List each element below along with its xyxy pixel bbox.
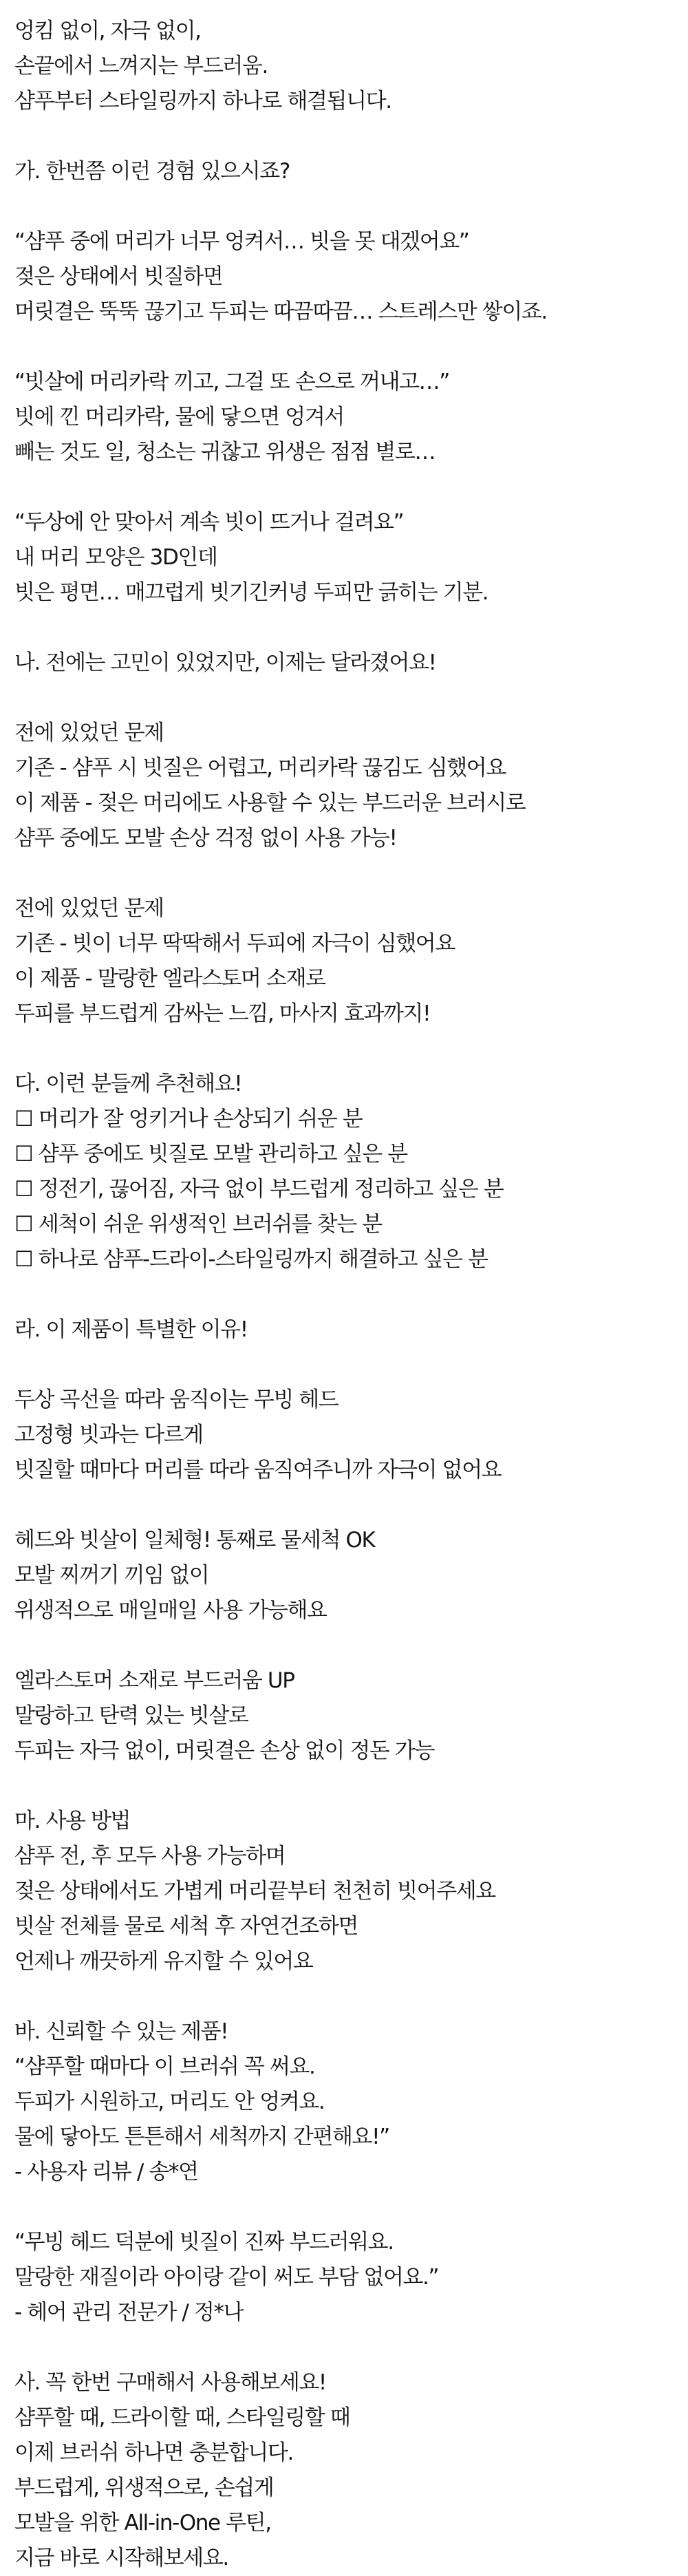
closing-line: 모발을 위한 All-in-One 루틴, — [14, 2511, 271, 2535]
intro-line: 엉킴 없이, 자극 없이, — [14, 19, 201, 43]
paragraph-spacer — [14, 1488, 688, 1523]
comparison-after: 이 제품 - 젖은 머리에도 사용할 수 있는 부드러운 브러시로 — [14, 791, 526, 816]
paragraph-spacer — [14, 610, 688, 646]
paragraph-spacer — [14, 1979, 688, 2014]
section-g-heading: 사. 꼭 한번 구매해서 사용해보세요! — [14, 2370, 326, 2395]
usage-line: 언제나 깨끗하게 유지할 수 있어요 — [14, 1949, 313, 1974]
comparison-before: 기존 - 샴푸 시 빗질은 어렵고, 머리카락 끊김도 심했어요 — [14, 756, 506, 780]
feature-line: 빗질할 때마다 머리를 따라 움직여주니까 자극이 없어요 — [14, 1458, 502, 1482]
paragraph-spacer — [14, 1348, 688, 1383]
comparison-after: 두피를 부드럽게 감싸는 느낌, 마사지 효과까지! — [14, 1001, 431, 1026]
closing-line: 부드럽게, 위생적으로, 손쉽게 — [14, 2476, 274, 2500]
paragraph-spacer — [14, 1769, 688, 1804]
section-b-heading: 나. 전에는 고민이 있었지만, 이제는 달라졌어요! — [14, 650, 436, 675]
paragraph-spacer — [14, 189, 688, 224]
feature-title: 엘라스토머 소재로 부드러움 UP — [14, 1668, 294, 1693]
review-author: - 헤어 관리 전문가 / 정*나 — [14, 2300, 244, 2325]
paragraph-spacer — [14, 1628, 688, 1663]
section-c-heading: 다. 이런 분들께 추천해요! — [14, 1072, 242, 1096]
section-e-heading: 마. 사용 방법 — [14, 1809, 131, 1833]
comparison-title: 전에 있었던 문제 — [14, 721, 164, 745]
experience-quote: “샴푸 중에 머리가 너무 엉켜서… 빗을 못 대겠어요” — [14, 229, 469, 254]
comparison-after: 샴푸 중에도 모발 손상 걱정 없이 사용 가능! — [14, 826, 397, 851]
closing-line: 지금 바로 시작해보세요. — [14, 2546, 228, 2570]
paragraph-spacer — [14, 330, 688, 365]
usage-line: 샴푸 전, 후 모두 사용 가능하며 — [14, 1844, 286, 1869]
usage-line: 빗살 전체를 물로 세척 후 자연건조하면 — [14, 1914, 358, 1939]
experience-line: 머릿결은 뚝뚝 끊기고 두피는 따끔따끔… 스트레스만 쌓이죠. — [14, 299, 547, 324]
comparison-title: 전에 있었던 문제 — [14, 896, 164, 921]
review-author: - 사용자 리뷰 / 송*연 — [14, 2160, 198, 2184]
review-line: 말랑한 재질이라 아이랑 같이 써도 부담 없어요.” — [14, 2265, 439, 2290]
feature-line: 말랑하고 탄력 있는 빗살로 — [14, 1703, 248, 1728]
comparison-before: 기존 - 빗이 너무 딱딱해서 두피에 자극이 심했어요 — [14, 931, 455, 956]
review-line: 두피가 시원하고, 머리도 안 엉켜요. — [14, 2089, 325, 2114]
checklist-item: ☐ 머리가 잘 엉키거나 손상되기 쉬운 분 — [14, 1107, 363, 1131]
paragraph-spacer — [14, 2330, 688, 2365]
feature-line: 고정형 빗과는 다르게 — [14, 1423, 203, 1447]
usage-line: 젖은 상태에서도 가볍게 머리끝부터 천천히 빗어주세요 — [14, 1879, 495, 1904]
paragraph-spacer — [14, 119, 688, 154]
experience-line: 빼는 것도 일, 청소는 귀찮고 위생은 점점 별로… — [14, 440, 436, 465]
feature-line: 위생적으로 매일매일 사용 가능해요 — [14, 1598, 327, 1623]
intro-line: 샴푸부터 스타일링까지 하나로 해결됩니다. — [14, 89, 391, 114]
feature-title: 헤드와 빗살이 일체형! 통째로 물세척 OK — [14, 1528, 375, 1553]
section-d-heading: 라. 이 제품이 특별한 이유! — [14, 1317, 248, 1342]
paragraph-spacer — [14, 856, 688, 891]
experience-quote: “두상에 안 맞아서 계속 빗이 뜨거나 걸려요” — [14, 510, 404, 535]
comparison-after: 이 제품 - 말랑한 엘라스토머 소재로 — [14, 966, 325, 991]
checklist-item: ☐ 정전기, 끊어짐, 자극 없이 부드럽게 정리하고 싶은 분 — [14, 1177, 504, 1202]
checklist-item: ☐ 세척이 쉬운 위생적인 브러쉬를 찾는 분 — [14, 1212, 382, 1237]
review-line: 물에 닿아도 튼튼해서 세척까지 간편해요!” — [14, 2125, 389, 2149]
paragraph-spacer — [14, 2190, 688, 2225]
review-line: “무빙 헤드 덕분에 빗질이 진짜 부드러워요. — [14, 2230, 394, 2255]
feature-title: 두상 곡선을 따라 움직이는 무빙 헤드 — [14, 1387, 338, 1412]
checklist-item: ☐ 하나로 샴푸-드라이-스타일링까지 해결하고 싶은 분 — [14, 1247, 488, 1272]
review-line: “샴푸할 때마다 이 브러쉬 꼭 써요. — [14, 2054, 315, 2079]
paragraph-spacer — [14, 470, 688, 505]
experience-line: 젖은 상태에서 빗질하면 — [14, 264, 223, 289]
paragraph-spacer — [14, 1032, 688, 1067]
paragraph-spacer — [14, 1277, 688, 1312]
closing-line: 이제 브러쉬 하나면 충분합니다. — [14, 2440, 293, 2465]
paragraph-spacer — [14, 681, 688, 716]
feature-line: 모발 찌꺼기 끼임 없이 — [14, 1563, 209, 1588]
experience-line: 내 머리 모양은 3D인데 — [14, 545, 217, 570]
section-f-heading: 바. 신뢰할 수 있는 제품! — [14, 2019, 228, 2044]
section-a-heading: 가. 한번쯤 이런 경험 있으시죠? — [14, 159, 290, 184]
experience-quote: “빗살에 머리카락 끼고, 그걸 또 손으로 꺼내고…” — [14, 370, 449, 394]
intro-line: 손끝에서 느껴지는 부드러움. — [14, 54, 268, 78]
feature-line: 두피는 자극 없이, 머릿결은 손상 없이 정돈 가능 — [14, 1738, 435, 1763]
closing-line: 샴푸할 때, 드라이할 때, 스타일링할 때 — [14, 2405, 350, 2430]
checklist-item: ☐ 샴푸 중에도 빗질로 모발 관리하고 싶은 분 — [14, 1142, 407, 1167]
experience-line: 빗에 낀 머리카락, 물에 닿으면 엉겨서 — [14, 405, 344, 429]
experience-line: 빗은 평면… 매끄럽게 빗기긴커녕 두피만 긁히는 기분. — [14, 580, 488, 605]
